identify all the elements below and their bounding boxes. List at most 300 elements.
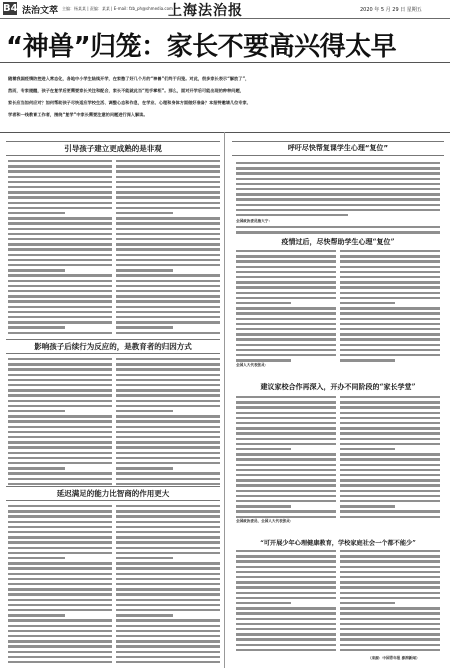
text-line xyxy=(340,266,440,268)
text-line xyxy=(116,207,220,209)
text-line xyxy=(236,292,336,294)
text-line xyxy=(8,269,65,271)
text-line xyxy=(236,510,336,512)
text-line xyxy=(340,581,440,583)
column-divider xyxy=(224,132,225,668)
text-line xyxy=(340,307,440,309)
text-line xyxy=(116,640,220,642)
text-line xyxy=(8,547,112,549)
right-heading-2: 建议家校合作再深入，开办不同阶段的“家长学堂” xyxy=(260,382,416,391)
text-line xyxy=(8,196,112,198)
subhead-rule xyxy=(232,155,444,156)
text-line xyxy=(340,490,440,492)
issue-date: 2020 年 5 月 29 日 星期五 xyxy=(360,7,422,13)
text-line xyxy=(116,462,220,464)
text-line xyxy=(8,541,112,543)
text-line xyxy=(116,259,220,261)
text-line xyxy=(116,379,220,381)
text-line xyxy=(8,374,112,376)
text-line xyxy=(116,457,220,459)
text-line xyxy=(8,212,65,214)
subhead-rule xyxy=(232,141,444,142)
text-line xyxy=(116,521,220,523)
text-line xyxy=(8,415,112,417)
text-line xyxy=(340,422,440,424)
text-line xyxy=(236,458,336,460)
text-line xyxy=(340,592,440,594)
text-line xyxy=(8,625,112,627)
text-line xyxy=(116,583,220,585)
intro-label-1: 全国政协委员施大宁： xyxy=(236,219,272,223)
text-line xyxy=(116,515,220,517)
text-line xyxy=(116,269,173,271)
text-line xyxy=(236,183,440,185)
text-line xyxy=(340,597,440,599)
text-line xyxy=(340,354,440,356)
text-line xyxy=(8,452,112,454)
text-line xyxy=(8,389,112,391)
text-line xyxy=(116,478,220,480)
text-line xyxy=(340,396,440,398)
text-line xyxy=(236,618,336,620)
text-line xyxy=(8,609,112,611)
text-line xyxy=(236,255,336,257)
text-line xyxy=(340,550,440,552)
text-line xyxy=(8,457,112,459)
text-line xyxy=(8,363,112,365)
text-line xyxy=(8,656,112,658)
text-line xyxy=(340,638,440,640)
text-line xyxy=(340,349,440,351)
text-line xyxy=(116,452,220,454)
text-line xyxy=(236,178,440,180)
text-line xyxy=(8,588,112,590)
text-line xyxy=(8,316,112,318)
text-line xyxy=(8,426,112,428)
text-line xyxy=(236,581,336,583)
intro-label-2: 全国人大代表张灵： xyxy=(236,363,269,367)
text-line xyxy=(236,607,336,609)
text-line xyxy=(8,635,112,637)
text-line xyxy=(236,188,440,190)
page-number: B4 xyxy=(3,3,18,14)
text-line xyxy=(116,557,173,559)
text-line xyxy=(236,193,440,195)
text-line xyxy=(236,555,336,557)
text-line xyxy=(340,323,440,325)
text-line xyxy=(236,312,336,314)
text-line xyxy=(116,358,220,360)
text-line xyxy=(116,645,220,647)
text-line xyxy=(340,328,440,330)
text-line xyxy=(236,286,336,288)
text-line xyxy=(340,479,440,481)
text-line xyxy=(236,432,336,434)
text-line xyxy=(236,464,336,466)
text-line xyxy=(236,566,336,568)
text-line xyxy=(236,597,336,599)
source-credit: （来源：中国青年报 澎湃新闻） xyxy=(368,656,420,660)
text-line xyxy=(8,290,112,292)
text-line xyxy=(8,207,112,209)
text-line xyxy=(8,400,112,402)
text-line xyxy=(340,566,440,568)
text-line xyxy=(236,198,440,200)
text-line xyxy=(8,238,112,240)
text-line xyxy=(8,405,112,407)
text-line xyxy=(340,417,440,419)
text-line xyxy=(236,349,336,351)
text-line xyxy=(236,602,291,604)
main-headline: “神兽”归笼：家长不要高兴得太早 xyxy=(6,32,397,62)
text-line xyxy=(236,250,336,252)
text-line xyxy=(340,344,440,346)
text-line xyxy=(236,417,336,419)
text-line xyxy=(8,619,112,621)
text-line xyxy=(236,266,336,268)
text-line xyxy=(116,441,220,443)
text-line xyxy=(340,276,440,278)
text-line xyxy=(236,516,336,518)
text-line xyxy=(116,588,220,590)
text-line xyxy=(340,292,440,294)
text-line xyxy=(116,593,220,595)
text-line xyxy=(236,484,336,486)
text-line xyxy=(340,438,440,440)
text-line xyxy=(340,338,440,340)
text-line xyxy=(340,576,440,578)
text-line xyxy=(236,204,440,206)
text-line xyxy=(116,405,220,407)
text-line xyxy=(116,526,220,528)
text-line xyxy=(8,379,112,381)
text-line xyxy=(340,286,440,288)
text-line xyxy=(116,567,220,569)
text-line xyxy=(116,609,220,611)
text-line xyxy=(8,217,112,219)
text-line xyxy=(236,638,336,640)
text-line xyxy=(116,394,220,396)
text-line xyxy=(236,318,336,320)
text-line xyxy=(116,541,220,543)
text-line xyxy=(8,186,112,188)
text-line xyxy=(236,649,336,651)
text-line xyxy=(116,400,220,402)
text-line xyxy=(116,426,220,428)
text-line xyxy=(236,231,440,233)
text-line xyxy=(116,191,220,193)
text-line xyxy=(236,505,291,507)
text-line xyxy=(8,300,112,302)
text-line xyxy=(236,448,291,450)
text-line xyxy=(8,441,112,443)
text-line xyxy=(340,469,440,471)
text-line xyxy=(340,586,440,588)
text-line xyxy=(340,412,440,414)
text-line xyxy=(236,333,336,335)
text-line xyxy=(8,332,112,334)
text-line xyxy=(116,630,220,632)
text-line xyxy=(116,170,220,172)
text-line xyxy=(116,384,220,386)
text-line xyxy=(236,281,336,283)
text-line xyxy=(116,285,220,287)
text-line xyxy=(116,661,220,663)
text-line xyxy=(8,536,112,538)
text-line xyxy=(8,467,65,469)
text-line xyxy=(116,368,220,370)
text-line xyxy=(236,260,336,262)
text-line xyxy=(340,281,440,283)
text-line xyxy=(8,259,112,261)
text-line xyxy=(8,446,112,448)
text-line xyxy=(8,160,112,162)
text-line xyxy=(8,505,112,507)
text-line xyxy=(116,510,220,512)
text-line xyxy=(236,354,336,356)
text-line xyxy=(116,420,220,422)
text-line xyxy=(340,644,440,646)
text-line xyxy=(236,453,336,455)
text-line xyxy=(8,368,112,370)
text-line xyxy=(340,448,395,450)
text-line xyxy=(116,651,220,653)
text-line xyxy=(236,172,440,174)
text-line xyxy=(340,612,440,614)
text-line xyxy=(8,521,112,523)
text-line xyxy=(340,260,440,262)
text-line xyxy=(116,562,220,564)
text-line xyxy=(8,614,65,616)
text-line xyxy=(236,338,336,340)
text-line xyxy=(116,578,220,580)
text-line xyxy=(8,599,112,601)
text-line xyxy=(8,645,112,647)
text-line xyxy=(8,410,65,412)
text-line xyxy=(116,389,220,391)
left-subhead-1: 引导孩子建立更成熟的是非观 xyxy=(64,144,162,153)
text-line xyxy=(236,167,440,169)
text-line xyxy=(8,604,112,606)
text-line xyxy=(8,170,112,172)
text-line xyxy=(8,583,112,585)
text-line xyxy=(8,311,112,313)
text-line xyxy=(116,243,220,245)
text-line xyxy=(340,500,440,502)
text-line xyxy=(116,436,220,438)
text-line xyxy=(116,467,173,469)
text-line xyxy=(236,490,336,492)
text-line xyxy=(8,478,112,480)
text-line xyxy=(116,599,220,601)
subhead-rule xyxy=(6,155,220,156)
intro-label-3: 全国政协委员、全国人大代表张灵： xyxy=(236,519,294,523)
text-line xyxy=(340,649,440,651)
text-line xyxy=(340,406,440,408)
left-subhead-2: 影响孩子后续行为反应的，是教育者的归因方式 xyxy=(34,342,192,351)
text-line xyxy=(8,222,112,224)
text-line xyxy=(116,222,220,224)
text-line xyxy=(340,458,440,460)
text-line xyxy=(8,254,112,256)
text-line xyxy=(8,248,112,250)
text-line xyxy=(116,233,220,235)
text-line xyxy=(236,576,336,578)
text-line xyxy=(236,209,440,211)
text-line xyxy=(340,607,440,609)
text-line xyxy=(116,181,220,183)
text-line xyxy=(116,254,220,256)
text-line xyxy=(236,412,336,414)
text-line xyxy=(236,214,348,216)
text-line xyxy=(236,344,336,346)
text-line xyxy=(116,547,220,549)
text-line xyxy=(8,593,112,595)
text-line xyxy=(340,474,440,476)
text-line xyxy=(116,202,220,204)
text-line xyxy=(236,633,336,635)
text-line xyxy=(8,567,112,569)
text-line xyxy=(116,212,173,214)
text-line xyxy=(8,228,112,230)
text-line xyxy=(116,573,220,575)
right-heading-1: 疫情过后，尽快帮助学生心理“复位” xyxy=(281,237,395,246)
text-line xyxy=(340,516,440,518)
subhead-rule xyxy=(6,141,220,142)
text-line xyxy=(116,165,220,167)
text-line xyxy=(8,578,112,580)
lede-line: 学者和一线教育工作者，围绕“复学”中家长需要注意的问题进行深入解读。 xyxy=(8,112,148,117)
text-line xyxy=(8,295,112,297)
text-line xyxy=(116,274,220,276)
text-line xyxy=(116,248,220,250)
text-line xyxy=(8,306,112,308)
text-line xyxy=(236,443,336,445)
text-line xyxy=(116,290,220,292)
text-line xyxy=(8,515,112,517)
text-line xyxy=(116,656,220,658)
text-line xyxy=(8,384,112,386)
text-line xyxy=(340,623,440,625)
text-line xyxy=(236,644,336,646)
text-line xyxy=(340,432,440,434)
text-line xyxy=(8,394,112,396)
text-line xyxy=(236,401,336,403)
text-line xyxy=(116,228,220,230)
text-line xyxy=(340,255,440,257)
text-line xyxy=(8,661,112,663)
text-line xyxy=(236,422,336,424)
text-line xyxy=(116,446,220,448)
text-line xyxy=(236,479,336,481)
headline-rule xyxy=(0,62,450,63)
text-line xyxy=(8,483,112,485)
text-line xyxy=(116,619,220,621)
text-line xyxy=(8,326,65,328)
text-line xyxy=(116,552,220,554)
text-line xyxy=(8,573,112,575)
text-line xyxy=(340,401,440,403)
text-line xyxy=(236,276,336,278)
left-subhead-3: 延迟满足的能力比智商的作用更大 xyxy=(56,489,170,498)
text-line xyxy=(236,469,336,471)
text-line xyxy=(8,176,112,178)
text-line xyxy=(8,472,112,474)
text-line xyxy=(8,191,112,193)
text-line xyxy=(340,333,440,335)
text-line xyxy=(8,562,112,564)
text-line xyxy=(8,280,112,282)
text-line xyxy=(340,628,440,630)
text-line xyxy=(236,406,336,408)
text-line xyxy=(116,536,220,538)
text-line xyxy=(236,623,336,625)
text-line xyxy=(236,162,440,164)
text-line xyxy=(116,374,220,376)
text-line xyxy=(116,196,220,198)
text-line xyxy=(116,264,220,266)
section-title: 法治文萃 xyxy=(22,6,59,16)
text-line xyxy=(8,202,112,204)
text-line xyxy=(8,285,112,287)
text-line xyxy=(340,250,440,252)
text-line xyxy=(340,571,440,573)
text-line xyxy=(340,297,440,299)
text-line xyxy=(116,186,220,188)
text-line xyxy=(8,651,112,653)
text-line xyxy=(340,495,440,497)
text-line xyxy=(116,531,220,533)
text-line xyxy=(116,332,220,334)
right-heading-3: “可开展少年心理健康教育，学校家庭社会一个都不能少” xyxy=(260,540,416,547)
text-line xyxy=(8,321,112,323)
text-line xyxy=(116,604,220,606)
subhead-rule xyxy=(6,339,220,340)
text-line xyxy=(116,483,220,485)
text-line xyxy=(116,300,220,302)
text-line xyxy=(236,560,336,562)
text-line xyxy=(236,438,336,440)
text-line xyxy=(116,238,220,240)
right-box-title: 呼吁尽快帮复课学生心理“复位” xyxy=(287,144,389,152)
text-line xyxy=(236,323,336,325)
text-line xyxy=(340,618,440,620)
text-line xyxy=(8,557,65,559)
text-line xyxy=(236,474,336,476)
lede-rule xyxy=(0,132,450,133)
text-line xyxy=(8,531,112,533)
text-line xyxy=(116,505,220,507)
editor-line: 主编：杨某某 | 责编：某某 | E-mail: fzb_ph@shmedia.com xyxy=(62,6,173,11)
text-line xyxy=(236,307,336,309)
text-line xyxy=(340,510,440,512)
text-line xyxy=(236,550,336,552)
text-line xyxy=(236,396,336,398)
text-line xyxy=(340,560,440,562)
text-line xyxy=(116,295,220,297)
text-line xyxy=(236,359,291,361)
text-line xyxy=(236,328,336,330)
text-line xyxy=(116,217,220,219)
text-line xyxy=(236,297,336,299)
text-line xyxy=(8,358,112,360)
text-line xyxy=(8,526,112,528)
text-line xyxy=(236,427,336,429)
text-line xyxy=(8,640,112,642)
lede-line: 然而，专家提醒，孩子在复学后更需要家长关注和配合，家长不能就此当“甩手掌柜”。那么，面对开学后可能出现的种种问题， xyxy=(8,88,244,93)
text-line xyxy=(340,633,440,635)
subhead-rule xyxy=(6,486,220,487)
